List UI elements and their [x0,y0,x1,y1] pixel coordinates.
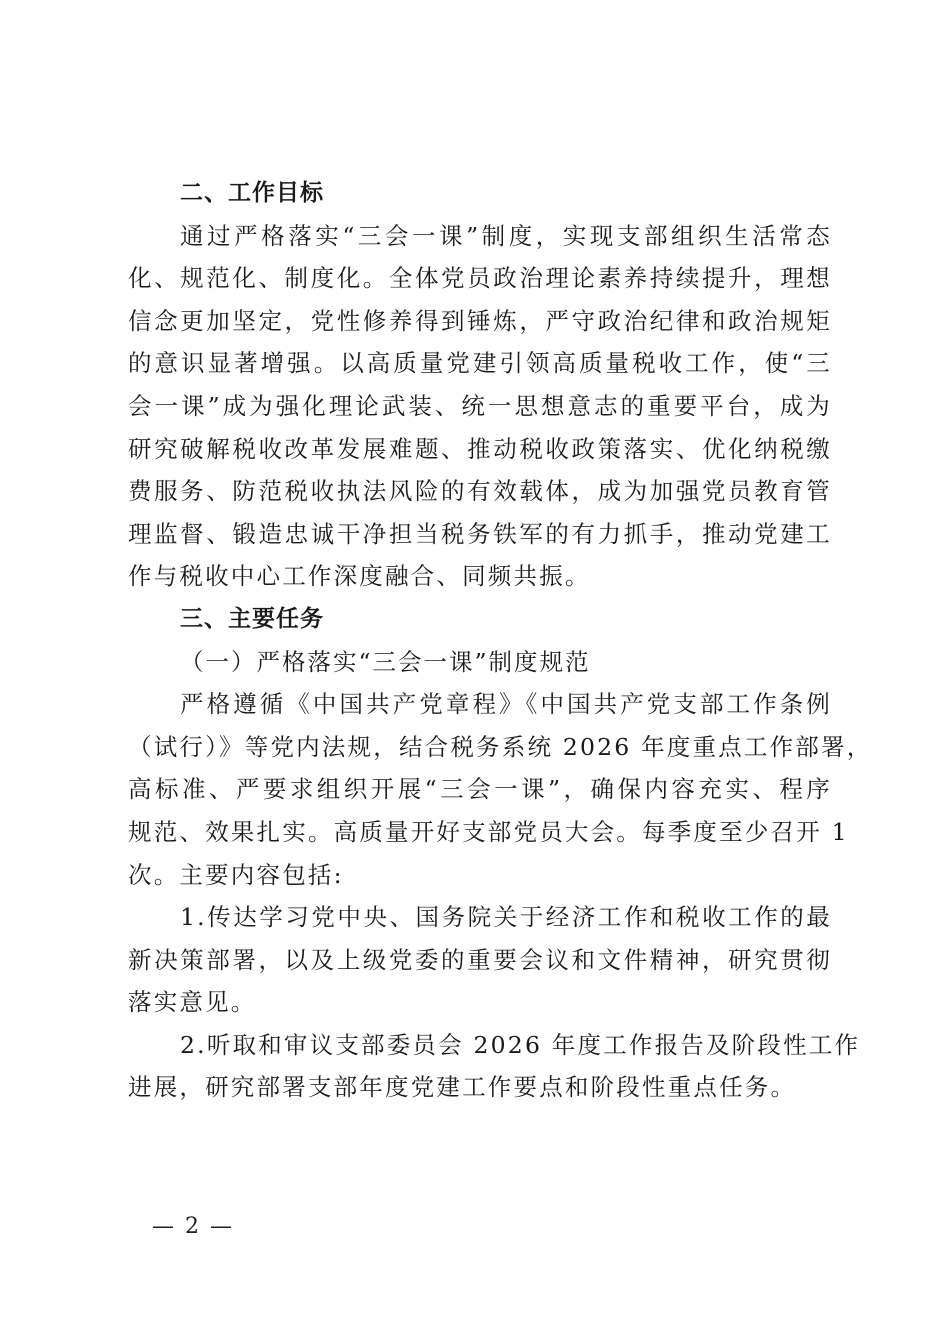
paragraph-work-goals [128,215,832,598]
section-heading-work-goals: 二、工作目标 [180,180,324,206]
paragraph-line: 的意识显著增强。以高质量党建引领高质量税收工作，使“三 [128,349,832,378]
paragraph-line: 通过严格落实“三会一课”制度，实现支部组织生活常态 [180,221,832,250]
paragraph-line: 信念更加坚定，党性修养得到锤炼，严守政治纪律和政治规矩 [128,306,832,335]
paragraph-line: 会一课”成为强化理论武装、统一思想意志的重要平台，成为 [128,391,832,420]
paragraph-line: 严格遵循《中国共产党章程》《中国共产党支部工作条例 [180,690,832,719]
list-item-2 [128,1024,861,1109]
paragraph-line: 研究破解税收改革发展难题、推动税收政策落实、优化纳税缴 [128,434,832,463]
paragraph-line: 新决策部署，以及上级党委的重要会议和文件精神，研究贯彻 [128,945,832,974]
paragraph-regulations [128,683,873,896]
page-number: — 2 — [152,1214,234,1239]
paragraph-line: （试行）》等党内法规，结合税务系统 2026 年度重点工作部署， [128,732,873,761]
paragraph-line: 作与税收中心工作深度融合、同频共振。 [128,562,591,591]
paragraph-line: 1.传达学习党中央、国务院关于经济工作和税收工作的最 [180,903,832,932]
section-heading-main-tasks: 三、主要任务 [180,605,324,632]
paragraph-line: 落实意见。 [128,988,257,1017]
document-body [128,172,873,1109]
paragraph-line: 理监督、锻造忠诚干净担当税务铁军的有力抓手，推动党建工 [128,519,832,548]
paragraph-line: 规范、效果扎实。高质量开好支部党员大会。每季度至少召开 1 [128,817,849,846]
paragraph-line: 2.听取和审议支部委员会 2026 年度工作报告及阶段性工作 [180,1030,861,1059]
list-item-1 [128,896,832,1024]
paragraph-line: 进展，研究部署支部年度党建工作要点和阶段性重点任务。 [128,1073,797,1102]
paragraph-line: 费服务、防范税收执法风险的有效载体，成为加强党员教育管 [128,477,832,506]
paragraph-line: 次。主要内容包括: [128,860,344,889]
subsection-heading: （一）严格落实“三会一课”制度规范 [180,647,591,676]
paragraph-line: 高标准、严要求组织开展“三会一课”，确保内容充实、程序 [128,775,832,804]
paragraph-line: 化、规范化、制度化。全体党员政治理论素养持续提升，理想 [128,264,832,293]
